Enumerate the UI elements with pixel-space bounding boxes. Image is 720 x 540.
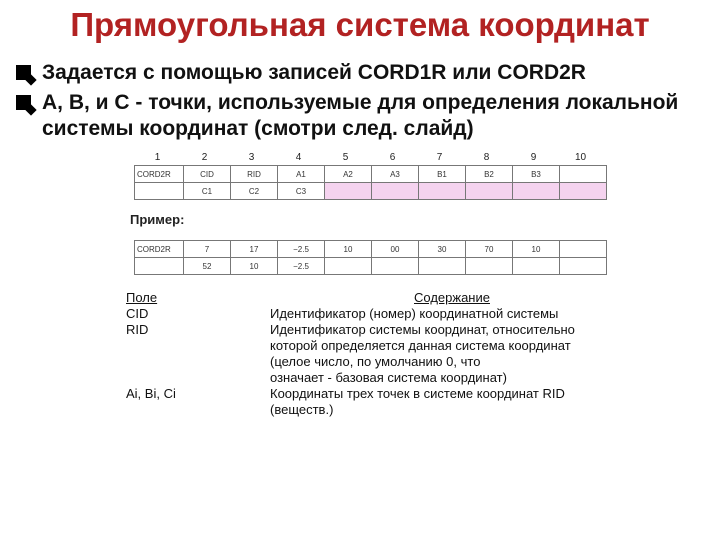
bullet-icon xyxy=(16,95,31,110)
table-cell: RID xyxy=(231,166,278,183)
bullet-text: Задается с помощью записей CORD1R или CORD2R xyxy=(42,61,586,84)
column-number: 6 xyxy=(389,152,396,163)
field-name: CID xyxy=(126,306,149,321)
table-cell xyxy=(372,258,419,275)
table-cell: 70 xyxy=(466,241,513,258)
table-cell xyxy=(513,183,560,200)
table-cell: B2 xyxy=(466,166,513,183)
table-cell: 30 xyxy=(419,241,466,258)
bullet-text: A, B, и C - точки, используемые для определения локальной системы координат (смотри след. слайд) xyxy=(42,91,679,140)
table-row xyxy=(135,166,607,183)
bullet-icon xyxy=(16,65,31,80)
table-cell xyxy=(560,183,607,200)
table-cell: C2 xyxy=(231,183,278,200)
table-cell: 17 xyxy=(231,241,278,258)
table-cell xyxy=(325,183,372,200)
table-cell xyxy=(325,258,372,275)
table-cell xyxy=(372,183,419,200)
column-number: 10 xyxy=(574,152,587,163)
table-cell xyxy=(135,258,184,275)
card-format-table xyxy=(134,165,607,200)
slide-title: Прямоугольная система координат xyxy=(70,6,650,43)
field-header: Поле xyxy=(126,290,158,305)
field-spacer xyxy=(126,354,256,370)
table-cell: B3 xyxy=(513,166,560,183)
bullet-list xyxy=(14,60,714,142)
table-cell: 52 xyxy=(184,258,231,275)
content-line: Координаты трех точек в системе координат RID xyxy=(270,386,565,401)
field-name: RID xyxy=(126,322,149,337)
column-number: 7 xyxy=(436,152,443,163)
table-cell: CID xyxy=(184,166,231,183)
table-cell: −2.5 xyxy=(278,241,325,258)
table-cell: 00 xyxy=(372,241,419,258)
table-cell: −2.5 xyxy=(278,258,325,275)
table-cell xyxy=(560,241,607,258)
table-row xyxy=(135,241,607,258)
content-header: Содержание xyxy=(414,290,490,305)
table-row xyxy=(135,183,607,200)
bullet-item xyxy=(14,60,714,86)
table-cell xyxy=(560,258,607,275)
table-cell xyxy=(560,166,607,183)
content-line: которой определяется данная система координат xyxy=(270,338,571,353)
table-row xyxy=(135,258,607,275)
content-line: означает - базовая система координат) xyxy=(270,370,507,385)
table-cell: 10 xyxy=(231,258,278,275)
table-cell: 7 xyxy=(184,241,231,258)
content-line: (целое число, по умолчанию 0, что xyxy=(270,354,481,369)
table-cell xyxy=(466,258,513,275)
card-example-table xyxy=(134,240,607,275)
content-column xyxy=(270,290,700,418)
table-cell xyxy=(419,183,466,200)
content-line: (веществ.) xyxy=(270,402,334,417)
field-spacer xyxy=(126,370,256,386)
table-cell: C1 xyxy=(184,183,231,200)
column-number: 3 xyxy=(248,152,255,163)
table-cell xyxy=(466,183,513,200)
column-number: 5 xyxy=(342,152,349,163)
table-cell: B1 xyxy=(419,166,466,183)
column-number: 2 xyxy=(201,152,208,163)
bullet-item xyxy=(14,90,714,142)
content-line: Идентификатор (номер) координатной системы xyxy=(270,306,559,321)
table-cell: 10 xyxy=(513,241,560,258)
field-column xyxy=(126,290,256,402)
example-label: Пример: xyxy=(130,212,185,227)
column-number: 1 xyxy=(154,152,161,163)
table-cell xyxy=(419,258,466,275)
content-line: Идентификатор системы координат, относительно xyxy=(270,322,575,337)
column-number: 8 xyxy=(483,152,490,163)
table-cell: CORD2R xyxy=(135,241,184,258)
column-number: 4 xyxy=(295,152,302,163)
table-cell: A1 xyxy=(278,166,325,183)
table-cell: A3 xyxy=(372,166,419,183)
table-cell: C3 xyxy=(278,183,325,200)
field-spacer xyxy=(126,338,256,354)
table-cell: CORD2R xyxy=(135,166,184,183)
table-cell xyxy=(513,258,560,275)
table-cell xyxy=(135,183,184,200)
column-number: 9 xyxy=(530,152,537,163)
table-cell: A2 xyxy=(325,166,372,183)
table-cell: 10 xyxy=(325,241,372,258)
column-number-row xyxy=(134,152,604,164)
field-name: Ai, Bi, Ci xyxy=(126,386,176,401)
